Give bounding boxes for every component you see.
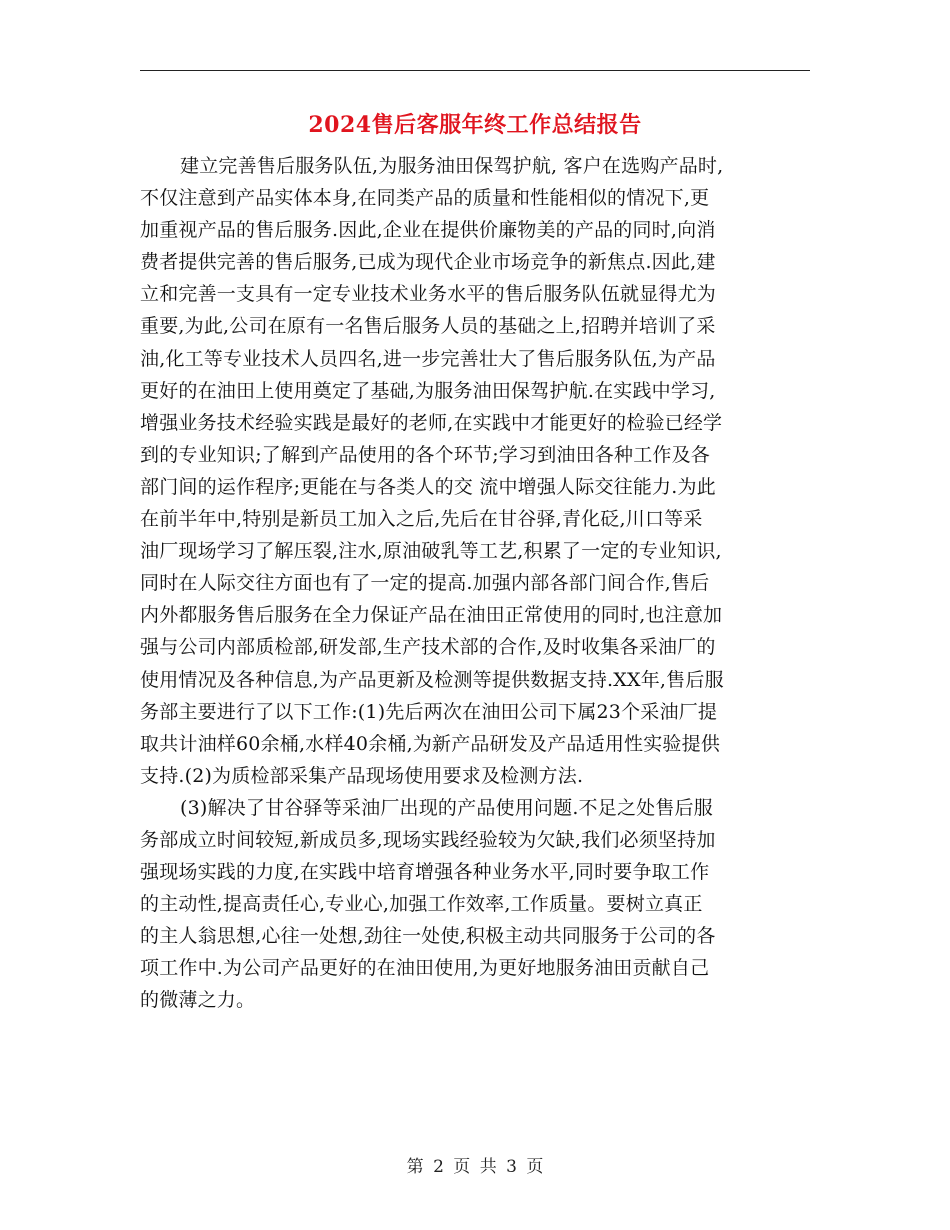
paragraph-line: 的主动性,提高责任心,专业心,加强工作效率,工作质量。要树立真正 bbox=[140, 893, 703, 916]
paragraph-line: (3)解决了甘谷驿等采油厂出现的产品使用问题.不足之处售后服 bbox=[180, 796, 713, 819]
paragraph-line: 使用情况及各种信息,为产品更新及检测等提供数据支持.XX年,售后服 bbox=[140, 668, 724, 691]
paragraph-line: 项工作中.为公司产品更好的在油田使用,为更好地服务油田贡献自己 bbox=[140, 957, 710, 980]
paragraph-line: 不仅注意到产品实体本身,在同类产品的质量和性能相似的情况下,更 bbox=[140, 187, 710, 210]
paragraph-line: 重要,为此,公司在原有一名售后服务人员的基础之上,招聘并培训了采 bbox=[140, 315, 716, 338]
paragraph-line: 立和完善一支具有一定专业技术业务水平的售后服务队伍就显得尤为 bbox=[140, 283, 717, 306]
document-body bbox=[140, 150, 810, 1017]
paragraph-line: 同时在人际交往方面也有了一定的提高.加强内部各部门间合作,售后 bbox=[140, 572, 710, 595]
paragraph-line: 建立完善售后服务队伍,为服务油田保驾护航, 客户在选购产品时, bbox=[180, 155, 724, 177]
paragraph-line: 油,化工等专业技术人员四名,进一步完善壮大了售后服务队伍,为产品 bbox=[140, 347, 716, 370]
paragraph-line: 支持.(2)为质检部采集产品现场使用要求及检测方法. bbox=[140, 764, 584, 787]
paragraph-line: 务部主要进行了以下工作:(1)先后两次在油田公司下属23个采油厂提 bbox=[140, 700, 718, 723]
paragraph-line: 取共计油样60余桶,水样40余桶,为新产品研发及产品适用性实验提供 bbox=[140, 732, 721, 755]
paragraph-line: 更好的在油田上使用奠定了基础,为服务油田保驾护航.在实践中学习, bbox=[140, 379, 716, 402]
paragraph-line: 到的专业知识;了解到产品使用的各个环节;学习到油田各种工作及各 bbox=[140, 443, 711, 466]
paragraph-line: 费者提供完善的售后服务,已成为现代企业市场竞争的新焦点.因此,建 bbox=[140, 251, 716, 274]
page-number: 第 2 页 共 3 页 bbox=[406, 1157, 544, 1177]
paragraph-line: 务部成立时间较短,新成员多,现场实践经验较为欠缺,我们必须坚持加 bbox=[140, 828, 716, 851]
document-title: 2024售后客服年终工作总结报告 bbox=[308, 112, 642, 138]
paragraph-line: 强现场实践的力度,在实践中培育增强各种业务水平,同时要争取工作 bbox=[140, 861, 710, 884]
paragraph-line: 部门间的运作程序;更能在与各类人的交 流中增强人际交往能力.为此 bbox=[140, 475, 716, 498]
paragraph-line: 在前半年中,特别是新员工加入之后,先后在甘谷驿,青化砭,川口等采 bbox=[140, 508, 703, 531]
paragraph-line: 内外都服务售后服务在全力保证产品在油田正常使用的同时,也注意加 bbox=[140, 604, 723, 627]
paragraph-line: 强与公司内部质检部,研发部,生产技术部的合作,及时收集各采油厂的 bbox=[140, 636, 716, 659]
paragraph-line: 加重视产品的售后服务.因此,企业在提供价廉物美的产品的同时,向消 bbox=[140, 219, 716, 242]
paragraph-line: 的主人翁思想,心往一处想,劲往一处使,积极主动共同服务于公司的各 bbox=[140, 925, 716, 948]
paragraph-line: 增强业务技术经验实践是最好的老师,在实践中才能更好的检验已经学 bbox=[140, 411, 723, 434]
paragraph-1 bbox=[140, 150, 810, 792]
paragraph-line: 油厂现场学习了解压裂,注水,原油破乳等工艺,积累了一定的专业知识, bbox=[140, 540, 722, 563]
paragraph-line: 的微薄之力。 bbox=[140, 989, 256, 1012]
paragraph-2 bbox=[140, 792, 810, 1017]
header-rule bbox=[140, 70, 810, 71]
